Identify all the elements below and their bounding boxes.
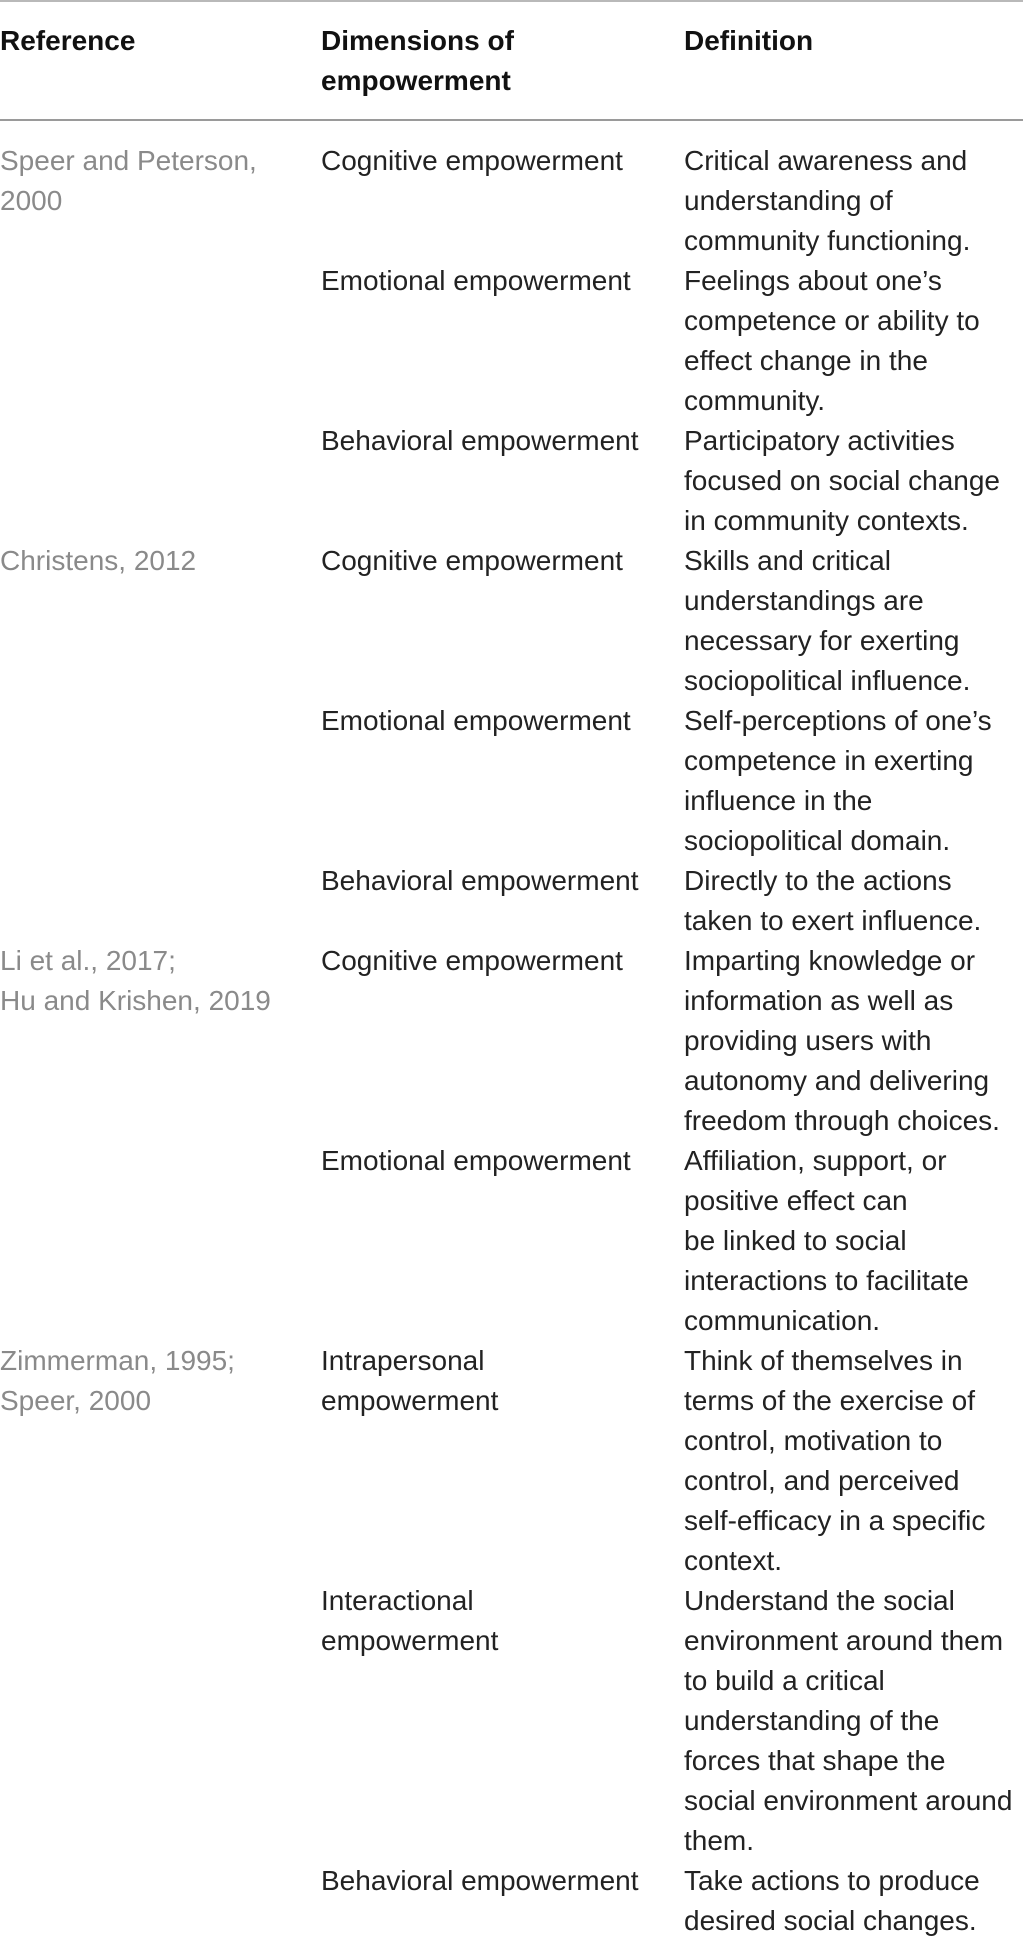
header-reference xyxy=(0,21,135,61)
dimension-cell-line: empowerment xyxy=(321,1625,499,1656)
definition-cell-line: Self-perceptions of one’s xyxy=(684,705,992,736)
definition-cell xyxy=(684,941,1000,1141)
header-rule xyxy=(0,119,1023,121)
definition-cell-line: Directly to the actions xyxy=(684,865,952,896)
definition-cell-line: be linked to social xyxy=(684,1225,907,1256)
reference-cell-line: Hu and Krishen, 2019 xyxy=(0,985,271,1016)
header-dimensions xyxy=(321,21,514,101)
dimension-cell-line: Cognitive empowerment xyxy=(321,945,623,976)
definition-cell-line: effect change in the xyxy=(684,345,928,376)
definition-cell-line: communication. xyxy=(684,1305,881,1336)
definition-cell-line: desired social changes. xyxy=(684,1905,977,1936)
dimension-cell-line: Behavioral empowerment xyxy=(321,865,639,896)
definition-cell-line: taken to exert influence. xyxy=(684,905,982,936)
reference-cell-line: Christens, 2012 xyxy=(0,545,197,576)
reference-cell-line: Speer, 2000 xyxy=(0,1385,152,1416)
definition-cell-line: them. xyxy=(684,1825,755,1856)
dimension-cell-line: Emotional empowerment xyxy=(321,265,631,296)
definition-cell-line: Think of themselves in xyxy=(684,1345,963,1376)
definition-cell-line: understanding of xyxy=(684,185,893,216)
definition-cell-line: forces that shape the xyxy=(684,1745,946,1776)
header-dimensions-line-2: empowerment xyxy=(321,65,511,96)
definition-cell-line: Imparting knowledge or xyxy=(684,945,976,976)
definition-cell-line: control, motivation to xyxy=(684,1425,943,1456)
dimension-cell-line: Emotional empowerment xyxy=(321,705,631,736)
definition-cell-line: Understand the social xyxy=(684,1585,955,1616)
dimension-cell xyxy=(321,421,639,461)
definition-cell-line: context. xyxy=(684,1545,783,1576)
dimension-cell xyxy=(321,541,623,581)
header-definition xyxy=(684,21,813,61)
header-dimensions-line-1: Dimensions of xyxy=(321,25,514,56)
definition-cell-line: environment around them xyxy=(684,1625,1004,1656)
definition-cell-line: autonomy and delivering xyxy=(684,1065,990,1096)
definition-cell xyxy=(684,261,980,421)
definition-cell-line: Participatory activities xyxy=(684,425,955,456)
definition-cell-line: Skills and critical xyxy=(684,545,891,576)
dimension-cell xyxy=(321,941,623,981)
dimension-cell xyxy=(321,701,631,741)
reference-cell-line: Li et al., 2017; xyxy=(0,945,176,976)
definition-cell-line: social environment around xyxy=(684,1785,1013,1816)
dimension-cell xyxy=(321,1341,498,1421)
definition-cell xyxy=(684,1581,1012,1861)
definition-cell-line: Feelings about one’s xyxy=(684,265,942,296)
reference-cell-line: Speer and Peterson, xyxy=(0,145,257,176)
reference-cell xyxy=(0,941,271,1021)
definition-cell-line: self-efficacy in a specific xyxy=(684,1505,986,1536)
definition-cell-line: influence in the xyxy=(684,785,873,816)
dimension-cell xyxy=(321,1861,639,1901)
definition-cell-line: sociopolitical domain. xyxy=(684,825,951,856)
definition-cell-line: to build a critical xyxy=(684,1665,885,1696)
definition-cell xyxy=(684,1861,980,1941)
reference-cell-line: 2000 xyxy=(0,185,63,216)
dimension-cell-line: Cognitive empowerment xyxy=(321,145,623,176)
header-reference-label: Reference xyxy=(0,25,136,56)
dimension-cell-line: Behavioral empowerment xyxy=(321,1865,639,1896)
dimension-cell-line: Interactional xyxy=(321,1585,474,1616)
dimension-cell xyxy=(321,141,623,181)
definition-cell-line: Take actions to produce xyxy=(684,1865,980,1896)
definition-cell-line: community functioning. xyxy=(684,225,971,256)
definition-cell-line: control, and perceived xyxy=(684,1465,960,1496)
definition-cell-line: understanding of the xyxy=(684,1705,940,1736)
definition-cell xyxy=(684,1141,969,1341)
definition-cell-line: in community contexts. xyxy=(684,505,969,536)
table-top-rule xyxy=(0,0,1023,2)
definition-cell-line: community. xyxy=(684,385,826,416)
dimension-cell xyxy=(321,1581,498,1661)
definition-cell-line: necessary for exerting xyxy=(684,625,960,656)
definition-cell-line: providing users with xyxy=(684,1025,932,1056)
definition-cell-line: focused on social change xyxy=(684,465,1000,496)
definition-cell-line: understandings are xyxy=(684,585,924,616)
definition-cell-line: sociopolitical influence. xyxy=(684,665,971,696)
definition-cell-line: positive effect can xyxy=(684,1185,908,1216)
reference-cell xyxy=(0,141,257,221)
dimension-cell-line: empowerment xyxy=(321,1385,499,1416)
definition-cell xyxy=(684,541,970,701)
dimension-cell xyxy=(321,1141,631,1181)
definition-cell xyxy=(684,141,970,261)
definition-cell-line: Affiliation, support, or xyxy=(684,1145,947,1176)
dimension-cell-line: Behavioral empowerment xyxy=(321,425,639,456)
definition-cell xyxy=(684,701,992,861)
reference-cell xyxy=(0,1341,235,1421)
definition-cell-line: competence or ability to xyxy=(684,305,980,336)
definition-cell-line: terms of the exercise of xyxy=(684,1385,976,1416)
header-definition-label: Definition xyxy=(684,25,814,56)
definition-cell-line: Critical awareness and xyxy=(684,145,968,176)
reference-cell xyxy=(0,541,196,581)
definition-cell-line: interactions to facilitate xyxy=(684,1265,969,1296)
dimension-cell-line: Intrapersonal xyxy=(321,1345,485,1376)
definition-cell-line: competence in exerting xyxy=(684,745,974,776)
dimension-cell xyxy=(321,861,639,901)
definition-cell xyxy=(684,421,1000,541)
definition-cell xyxy=(684,861,981,941)
definition-cell-line: freedom through choices. xyxy=(684,1105,1000,1136)
dimension-cell-line: Emotional empowerment xyxy=(321,1145,631,1176)
reference-cell-line: Zimmerman, 1995; xyxy=(0,1345,235,1376)
dimension-cell-line: Cognitive empowerment xyxy=(321,545,623,576)
dimension-cell xyxy=(321,261,631,301)
definition-cell-line: information as well as xyxy=(684,985,954,1016)
definition-cell xyxy=(684,1341,985,1581)
